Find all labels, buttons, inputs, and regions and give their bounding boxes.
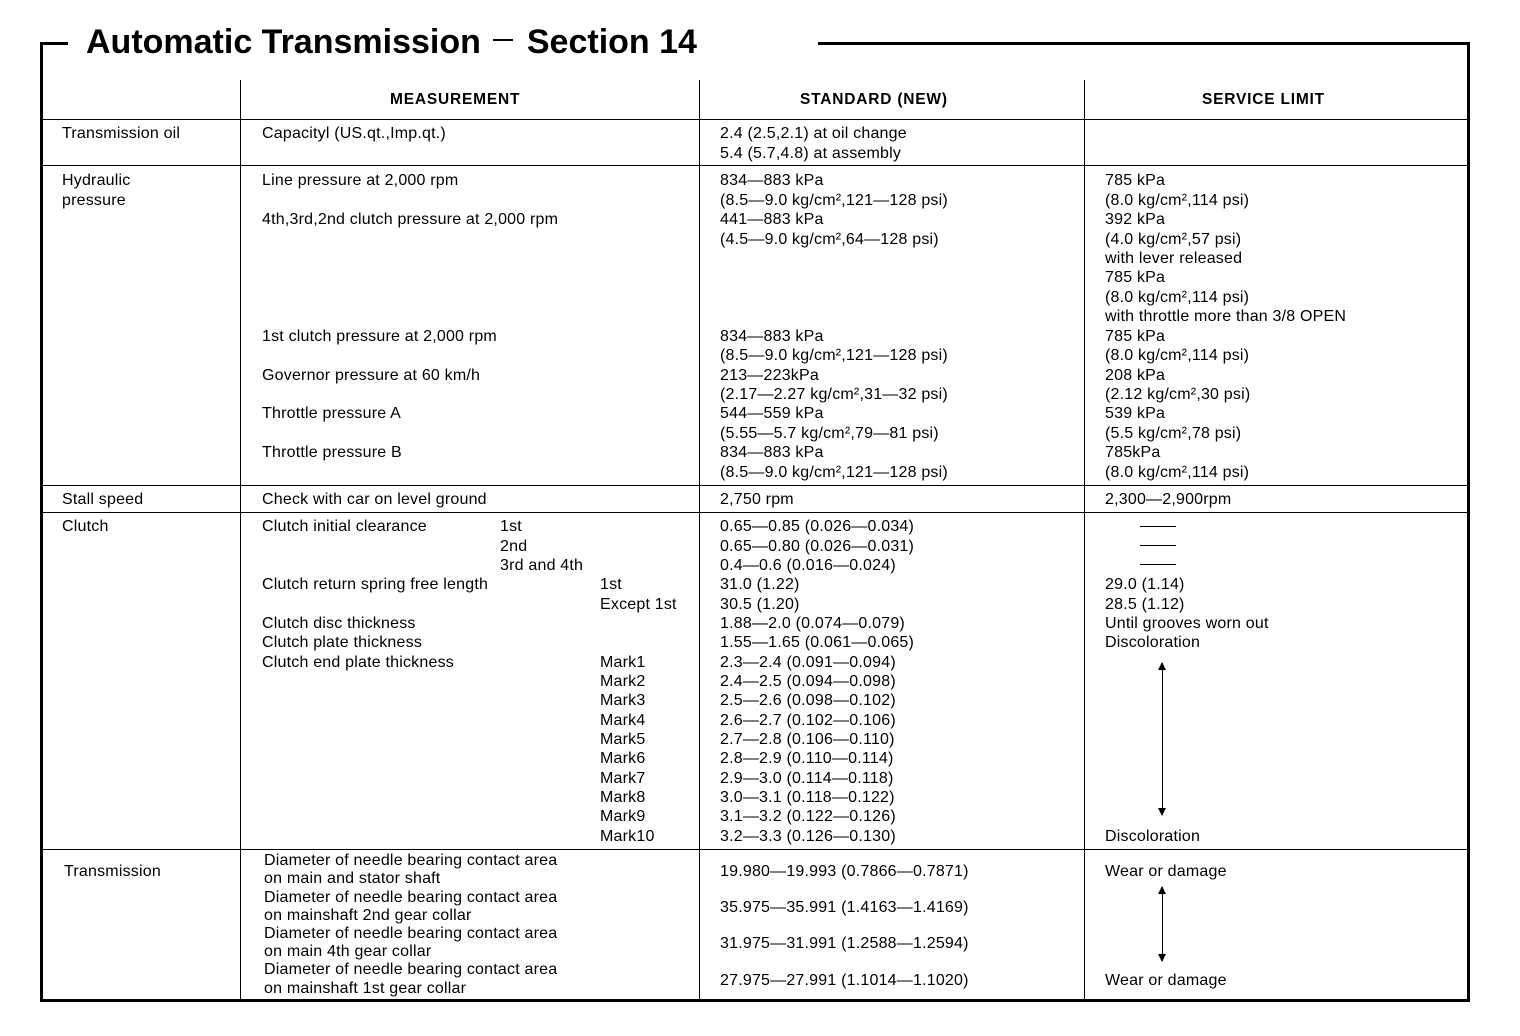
- limit-value: 539 kPa: [1105, 405, 1166, 422]
- no-limit-dash: [1140, 545, 1176, 546]
- standard-value: 2.5—2.6 (0.098—0.102): [720, 692, 896, 709]
- item-label: Transmission oil: [62, 125, 181, 142]
- limit-value: (8.0 kg/cm²,114 psi): [1105, 347, 1250, 364]
- mark-label: Mark5: [600, 731, 646, 748]
- mark-label: Mark8: [600, 789, 646, 806]
- standard-value: 2.6—2.7 (0.102—0.106): [720, 711, 896, 729]
- limit-value: with throttle more than 3/8 OPEN: [1105, 308, 1347, 325]
- standard-value: 31.0 (1.22): [720, 576, 800, 593]
- standard-value: 2.3—2.4 (0.091—0.094): [720, 653, 896, 671]
- standard-value: (8.5—9.0 kg/cm²,121—128 psi): [720, 191, 948, 209]
- title-main: Automatic Transmission: [86, 23, 481, 61]
- mark-label: Mark4: [600, 711, 646, 729]
- measurement-text: Governor pressure at 60 km/h: [262, 366, 481, 384]
- measurement-text: Capacityl (US.qt.,Imp.qt.): [262, 125, 446, 142]
- header-standard: STANDARD (NEW): [800, 91, 948, 108]
- measurement-text: 4th,3rd,2nd clutch pressure at 2,000 rpm: [262, 211, 559, 228]
- standard-value: 2.4—2.5 (0.094—0.098): [720, 673, 896, 690]
- standard-value: (4.5—9.0 kg/cm²,64—128 psi): [720, 230, 939, 248]
- standard-value: 35.975—35.991 (1.4163—1.4169): [720, 899, 969, 916]
- measurement-sub: Except 1st: [600, 595, 677, 613]
- standard-value: 834—883 kPa: [720, 172, 824, 189]
- row-divider: [43, 512, 1467, 513]
- no-limit-dash: [1140, 526, 1176, 527]
- limit-value: 785 kPa: [1105, 172, 1166, 189]
- standard-value: (8.5—9.0 kg/cm²,121—128 psi): [720, 463, 948, 481]
- measurement-text: Clutch initial clearance: [262, 518, 427, 535]
- measurement-text: on main 4th gear collar: [264, 943, 432, 960]
- limit-value: 392 kPa: [1105, 211, 1166, 228]
- limit-value: (8.0 kg/cm²,114 psi): [1105, 288, 1250, 306]
- item-label: Transmission: [64, 863, 161, 880]
- measurement-text: Diameter of needle bearing contact area: [264, 925, 558, 942]
- standard-value: (8.5—9.0 kg/cm²,121—128 psi): [720, 347, 948, 364]
- standard-value: 27.975—27.991 (1.1014—1.1020): [720, 972, 969, 989]
- standard-value: (2.17—2.27 kg/cm²,31—32 psi): [720, 386, 948, 403]
- measurement-text: on main and stator shaft: [264, 870, 441, 887]
- limit-value: 785 kPa: [1105, 327, 1166, 345]
- header-service-limit: SERVICE LIMIT: [1202, 91, 1325, 108]
- standard-value: 834—883 kPa: [720, 444, 824, 461]
- mark-label: Mark1: [600, 653, 646, 671]
- mark-label: Mark7: [600, 769, 646, 787]
- measurement-text: Diameter of needle bearing contact area: [264, 889, 558, 906]
- standard-value: 2,750 rpm: [720, 491, 794, 508]
- item-label: Hydraulic: [62, 172, 131, 189]
- limit-value: 785 kPa: [1105, 269, 1166, 286]
- measurement-text: Check with car on level ground: [262, 491, 487, 508]
- standard-value: 2.9—3.0 (0.114—0.118): [720, 769, 894, 787]
- measurement-text: Clutch end plate thickness: [262, 653, 454, 671]
- measurement-text: Throttle pressure B: [262, 444, 402, 461]
- measurement-text: Clutch plate thickness: [262, 634, 423, 651]
- measurement-sub: 1st: [500, 518, 522, 535]
- measurement-sub: 2nd: [500, 537, 528, 555]
- column-divider-3: [1084, 80, 1085, 1002]
- mark-label: Mark10: [600, 827, 655, 845]
- row-divider: [43, 119, 1467, 120]
- standard-value: 544—559 kPa: [720, 405, 824, 422]
- title-dash: [493, 39, 513, 41]
- limit-value: 29.0 (1.14): [1105, 576, 1185, 593]
- standard-value: 213—223kPa: [720, 366, 819, 384]
- standard-value: 441—883 kPa: [720, 211, 824, 228]
- standard-value: 2.8—2.9 (0.110—0.114): [720, 750, 894, 767]
- row-divider: [43, 849, 1467, 850]
- page-title: [86, 18, 697, 66]
- limit-value: (5.5 kg/cm²,78 psi): [1105, 424, 1242, 442]
- limit-value: Wear or damage: [1105, 863, 1227, 880]
- standard-value: 3.2—3.3 (0.126—0.130): [720, 827, 896, 845]
- limit-value: (8.0 kg/cm²,114 psi): [1105, 463, 1250, 481]
- limit-value: (2.12 kg/cm²,30 psi): [1105, 386, 1251, 403]
- standard-value: 0.65—0.80 (0.026—0.031): [720, 537, 915, 555]
- row-divider: [43, 165, 1467, 166]
- item-label: pressure: [62, 191, 126, 209]
- frame-top-line-left: [40, 42, 68, 45]
- standard-value: 2.4 (2.5,2.1) at oil change: [720, 125, 907, 142]
- standard-value: 3.0—3.1 (0.118—0.122): [720, 789, 895, 806]
- measurement-text: 1st clutch pressure at 2,000 rpm: [262, 327, 497, 345]
- mark-label: Mark2: [600, 673, 646, 690]
- limit-value: 208 kPa: [1105, 366, 1166, 384]
- limit-value: Discoloration: [1105, 827, 1201, 845]
- title-section: Section 14: [526, 23, 697, 61]
- limit-value: (8.0 kg/cm²,114 psi): [1105, 191, 1250, 209]
- limit-value: Wear or damage: [1105, 972, 1227, 989]
- standard-value: 1.55—1.65 (0.061—0.065): [720, 634, 915, 651]
- measurement-text: on mainshaft 1st gear collar: [264, 980, 467, 997]
- mark-label: Mark6: [600, 750, 646, 767]
- measurement-text: Line pressure at 2,000 rpm: [262, 172, 459, 189]
- limit-value: 785kPa: [1105, 444, 1161, 461]
- standard-value: 5.4 (5.7,4.8) at assembly: [720, 144, 902, 162]
- standard-value: 2.7—2.8 (0.106—0.110): [720, 731, 895, 748]
- limit-value: Discoloration: [1105, 634, 1201, 651]
- limit-value: with lever released: [1105, 250, 1243, 267]
- standard-value: 19.980—19.993 (0.7866—0.7871): [720, 863, 969, 880]
- measurement-text: Clutch disc thickness: [262, 615, 416, 632]
- row-divider: [43, 485, 1467, 486]
- limit-value: 2,300—2,900rpm: [1105, 491, 1232, 508]
- mark-label: Mark9: [600, 808, 646, 825]
- measurement-sub: 3rd and 4th: [500, 557, 584, 574]
- range-arrow-icon: [1162, 663, 1163, 815]
- mark-label: Mark3: [600, 692, 646, 709]
- standard-value: 834—883 kPa: [720, 327, 824, 345]
- frame-top-line-right: [818, 42, 1470, 45]
- measurement-text: Clutch return spring free length: [262, 576, 489, 593]
- column-divider-2: [699, 80, 700, 1002]
- measurement-text: Diameter of needle bearing contact area: [264, 852, 558, 869]
- standard-value: 1.88—2.0 (0.074—0.079): [720, 615, 905, 632]
- standard-value: 0.4—0.6 (0.016—0.024): [720, 557, 896, 574]
- standard-value: 31.975—31.991 (1.2588—1.2594): [720, 935, 969, 952]
- limit-value: Until grooves worn out: [1105, 615, 1269, 632]
- standard-value: 30.5 (1.20): [720, 595, 800, 613]
- standard-value: 0.65—0.85 (0.026—0.034): [720, 518, 915, 535]
- no-limit-dash: [1140, 564, 1176, 565]
- measurement-text: Diameter of needle bearing contact area: [264, 961, 558, 978]
- limit-value: 28.5 (1.12): [1105, 595, 1185, 613]
- limit-value: (4.0 kg/cm²,57 psi): [1105, 230, 1242, 248]
- column-divider-1: [240, 80, 241, 1002]
- standard-value: 3.1—3.2 (0.122—0.126): [720, 808, 896, 825]
- measurement-sub: 1st: [600, 576, 622, 593]
- standard-value: (5.55—5.7 kg/cm²,79—81 psi): [720, 424, 939, 442]
- measurement-text: on mainshaft 2nd gear collar: [264, 907, 472, 924]
- range-arrow-icon: [1162, 887, 1163, 961]
- item-label: Clutch: [62, 518, 109, 535]
- item-label: Stall speed: [62, 491, 144, 508]
- header-measurement: MEASUREMENT: [390, 91, 521, 108]
- measurement-text: Throttle pressure A: [262, 405, 401, 422]
